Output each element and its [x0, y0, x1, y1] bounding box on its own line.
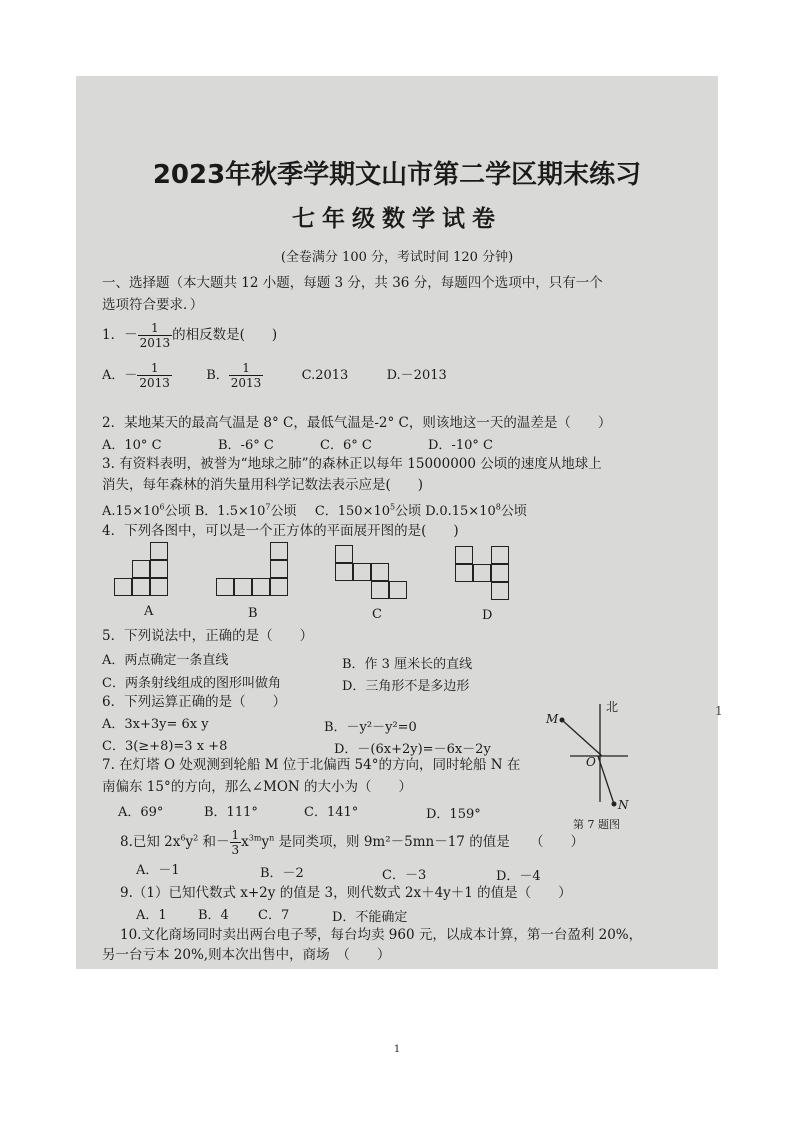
question-7-line2: 南偏东 15°的方向，那么∠MON 的大小为（ ）	[102, 779, 413, 795]
net-square	[216, 578, 234, 596]
exam-title: 2023年秋季学期文山市第二学区期末练习	[152, 160, 642, 190]
point-n-label: N	[618, 798, 629, 812]
question-3-line1: 3. 有资料表明，被誉为“地球之肺”的森林正以每年 15000000 公顷的速度从地球上	[102, 456, 602, 472]
q8-den: 3	[231, 843, 240, 857]
question-8	[120, 828, 584, 857]
q3-option-d: D.0.15×10	[425, 504, 496, 519]
q8-mid: 和－	[198, 834, 230, 850]
net-square	[491, 564, 509, 582]
exam-subtitle: 七年级数学试卷	[292, 206, 502, 232]
net-square	[455, 546, 473, 564]
q8-option-c: C．－3	[382, 868, 427, 883]
question-9: 9.（1）已知代数式 x+2y 的值是 3，则代数式 2x＋4y＋1 的值是（ ）	[120, 885, 572, 901]
cube-net-label-d: D	[482, 608, 493, 623]
q3-option-b-unit: 公顷	[270, 504, 297, 519]
ray-om	[562, 720, 602, 756]
q8-exp2: 2	[193, 833, 199, 843]
q7-option-c: C．141°	[304, 805, 359, 820]
q5-option-b: B．作 3 厘米长的直线	[342, 657, 473, 672]
net-square	[335, 563, 353, 581]
question-10-line2: 另一台亏本 20%,则本次出售中，商场 （ ）	[102, 947, 391, 963]
net-square	[491, 582, 509, 600]
net-square	[114, 578, 132, 596]
q1-options	[102, 361, 447, 390]
q2-option-b: B．-6° C	[218, 438, 274, 453]
q8-var-y: y	[185, 834, 194, 850]
section-heading-line2: 选项符合要求．）	[102, 297, 204, 313]
q9-option-a: A．1	[136, 908, 167, 923]
edge-mark: 1	[715, 704, 723, 718]
net-square	[132, 578, 150, 596]
q9-option-c: C．7	[258, 908, 290, 923]
q2-option-c: C．6° C	[320, 438, 372, 453]
point-m-label: M	[546, 712, 559, 726]
net-square	[150, 578, 168, 596]
q3-option-b-exp: 7	[265, 502, 271, 512]
q3-option-a-exp: 6	[159, 502, 165, 512]
q5-option-c: C．两条射线组成的图形叫做角	[102, 676, 281, 691]
q3-option-b: B．1.5×10	[194, 504, 266, 519]
net-square	[270, 560, 288, 578]
q1-option-a-den: 2013	[139, 376, 170, 390]
q8-fraction	[230, 828, 242, 857]
q3-option-a-unit: 公顷	[164, 504, 191, 519]
q6-option-a: A．3x+3y= 6x y	[102, 717, 209, 732]
q7-option-a: A．69°	[118, 805, 164, 820]
q6-option-c: C．3(≥+8)=3 x +8	[102, 739, 228, 754]
question-1	[102, 321, 277, 350]
q1-option-b-den: 2013	[230, 376, 262, 390]
net-square	[252, 578, 270, 596]
point-o-label: O	[586, 755, 596, 769]
north-label: 北	[606, 700, 619, 714]
q9-option-d: D．不能确定	[332, 910, 408, 925]
section-heading-line1: 一、选择题（本大题共 12 小题，每题 3 分，共 36 分，每题四个选项中，只有一个	[102, 275, 603, 291]
q8-exp1: 6	[180, 833, 186, 843]
q3-option-c-unit: 公顷	[395, 504, 422, 519]
q1-den: 2013	[139, 336, 171, 350]
cube-net-a	[114, 542, 204, 602]
q1-option-c: C.2013	[301, 368, 349, 383]
cube-net-label-b: B	[248, 606, 258, 621]
q8-prefix: 8.已知 2x	[120, 834, 181, 850]
cube-net-c	[335, 545, 415, 605]
net-square	[132, 560, 150, 578]
q5-option-d: D．三角形不是多边形	[342, 679, 470, 694]
point-n	[612, 802, 617, 807]
q8-exp3: 3m	[248, 833, 262, 843]
q2-option-a: A．10° C	[102, 438, 162, 453]
q1-option-b-fraction	[229, 361, 264, 390]
q3-option-d-exp: 8	[495, 502, 501, 512]
q8-option-a: A．－1	[136, 863, 180, 878]
question-10-line1: 10.文化商场同时卖出两台电子琴，每台均卖 960 元，以成本计算，第一台盈利 20%，	[120, 927, 643, 943]
question-6: 6．下列运算正确的是（ ）	[102, 694, 287, 710]
q1-prefix: 1．－	[102, 327, 138, 343]
net-square	[473, 564, 491, 582]
net-square	[491, 546, 509, 564]
q2-option-d: D．-10° C	[428, 438, 493, 453]
q8-option-d: D．－4	[496, 869, 541, 884]
q3-options	[102, 500, 527, 519]
q6-option-b: B．－y²－y²=0	[324, 720, 417, 735]
cube-net-d	[455, 546, 515, 606]
net-square	[270, 542, 288, 560]
page-number: 1	[393, 1044, 401, 1055]
q8-var-x: x	[241, 834, 249, 850]
cube-net-b	[216, 542, 296, 602]
net-square	[389, 581, 407, 599]
q1-option-d: D.－2013	[386, 368, 447, 383]
question-7-line1: 7. 在灯塔 O 处观测到轮船 M 位于北偏西 54°的方向，同时轮船 N 在	[102, 757, 521, 773]
q3-option-c: C．150×10	[314, 504, 391, 519]
q3-option-c-exp: 5	[390, 502, 396, 512]
q1-suffix: 的相反数是( )	[172, 327, 278, 343]
question-5: 5．下列说法中，正确的是（ ）	[102, 628, 314, 644]
question-2: 2．某地某天的最高气温是 8° C，最低气温是-2° C，则该地这一天的温差是（ ）	[102, 415, 612, 431]
q9-option-b: B．4	[198, 908, 229, 923]
q8-suffix: 是同类项，则 9m²－5mn－17 的值是 （ ）	[274, 834, 584, 850]
net-square	[371, 563, 389, 581]
q1-fraction	[138, 321, 173, 350]
q8-option-b: B．－2	[260, 866, 304, 881]
q6-option-d: D．－(6x+2y)=－6x－2y	[334, 742, 491, 757]
q1-option-b-num: 1	[229, 361, 264, 376]
net-square	[353, 563, 371, 581]
net-square	[150, 560, 168, 578]
question-4: 4．下列各图中，可以是一个正方体的平面展开图的是( )	[102, 523, 459, 539]
figure-caption: 第 7 题图	[573, 818, 620, 831]
net-square	[455, 564, 473, 582]
q8-exp4: n	[269, 833, 275, 843]
exam-note: (全卷满分 100 分，考试时间 120 分钟)	[280, 250, 514, 265]
q1-option-a-fraction	[137, 361, 172, 390]
q7-option-b: B．111°	[204, 805, 258, 820]
net-square	[234, 578, 252, 596]
q7-option-d: D．159°	[426, 807, 481, 822]
q1-option-b-prefix: B．	[206, 368, 229, 383]
q8-num: 1	[231, 828, 240, 842]
scanned-exam-photo	[76, 76, 718, 969]
question-3-line2: 消失，每年森林的消失量用科学记数法表示应是( )	[102, 477, 424, 493]
cube-net-label-c: C	[372, 607, 382, 622]
cube-net-label-a: A	[144, 604, 154, 619]
q5-option-a: A．两点确定一条直线	[102, 653, 229, 668]
q8-var-y2: y	[261, 834, 270, 850]
q1-option-a-prefix: A．－	[102, 368, 138, 383]
net-square	[371, 581, 389, 599]
net-square	[150, 542, 168, 560]
q3-option-d-unit: 公顷	[500, 504, 527, 519]
q3-option-a: A.15×10	[102, 504, 160, 519]
net-square	[335, 545, 353, 563]
q1-num: 1	[138, 321, 173, 336]
q1-option-a-num: 1	[137, 361, 172, 376]
point-m	[560, 718, 565, 723]
net-square	[270, 578, 288, 596]
